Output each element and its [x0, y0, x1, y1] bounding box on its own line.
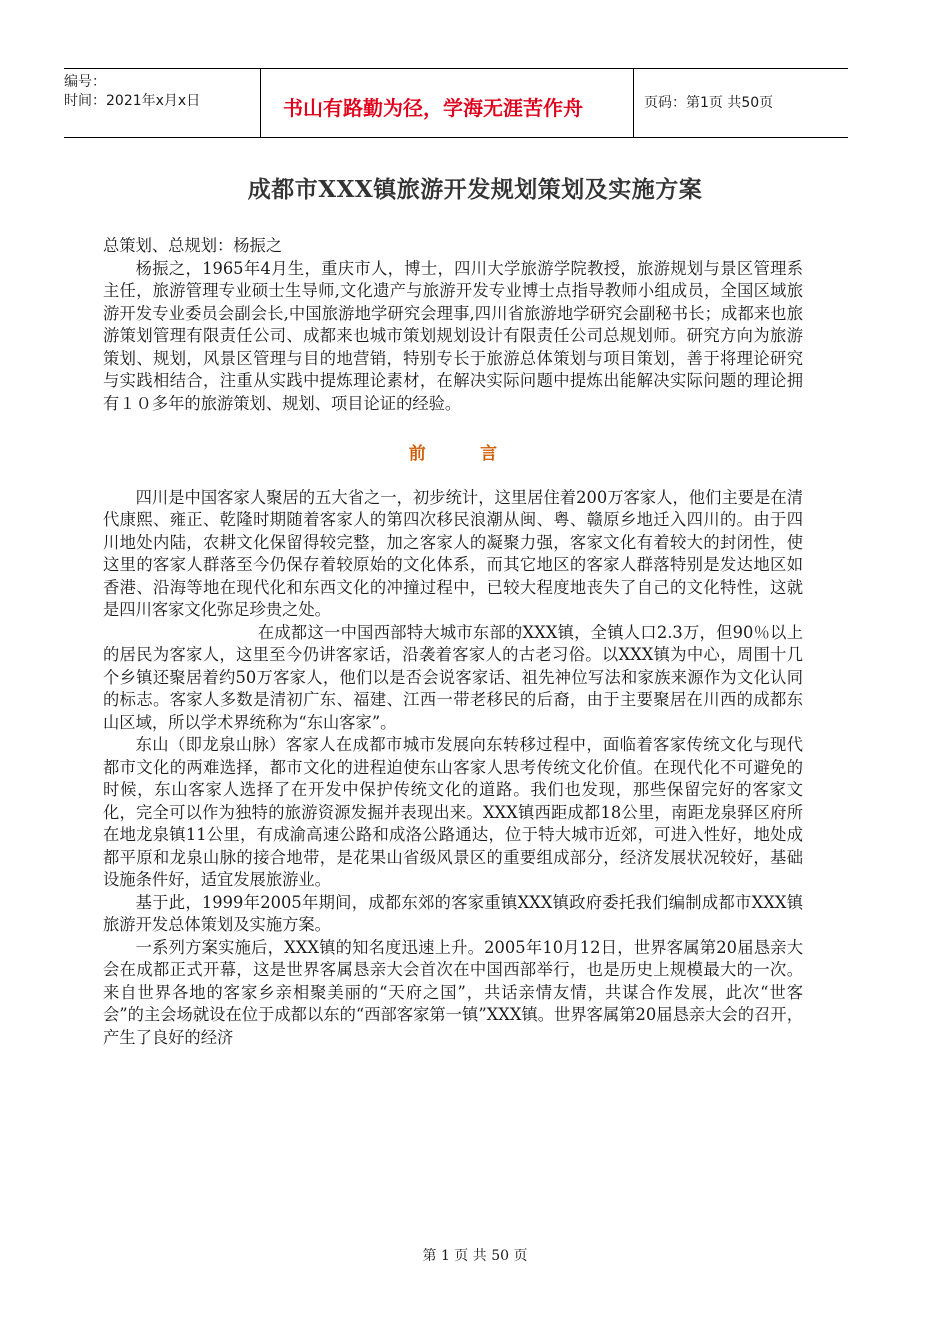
header-page-number: 页码：第1页 共50页: [644, 95, 774, 111]
paragraph: 在成都这一中国西部特大城市东部的XXX镇，全镇人口2.3万，但90％以上的居民为客家人，这里至今仍讲客家话，沿袭着客家人的古老习俗。以XXX镇为中心，周围十几个乡镇还聚居着约50万客家人，他们以是否会说客家话、祖先神位写法和家族来源作为文化认同的标志。客家人多数是清初广东、福建、江西一带老移民的后裔，由于主要聚居在川西的成都东山区域，所以学术界统称为“东山客家”。: [103, 622, 803, 732]
document-time-label: 时间：2021年x月x日: [64, 93, 201, 109]
document-body: [103, 235, 803, 1049]
author-bio: 杨振之，1965年4月生，重庆市人，博士，四川大学旅游学院教授，旅游规划与景区管理系主任，旅游管理专业硕士生导师,文化遗产与旅游开发专业博士点指导教师小组成员，全国区域旅游开发专业委员会副会长,中国旅游地学研究会理事,四川省旅游地学研究会副秘书长；成都来也旅游策划管理有限责任公司、成都来也城市策划规划设计有限责任公司总规划师。研究方向为旅游策划、规划，风景区管理与目的地营销，特别专长于旅游总体策划与项目策划，善于将理论研究与实践相结合，注重从实践中提炼理论素材，在解决实际问题中提炼出能解决实际问题的理论拥有１０多年的旅游策划、规划、项目论证的经验。: [103, 258, 803, 413]
preface-heading: 前言: [408, 444, 552, 464]
paragraph: 东山（即龙泉山脉）客家人在成都市城市发展向东转移过程中，面临着客家传统文化与现代都市文化的两难选择，都市文化的进程迫使东山客家人思考传统文化价值。在现代化不可避免的时候，东山客家人选择了在开发中保护传统文化的道路。我们也发现，那些保留完好的客家文化，完全可以作为独特的旅游资源发掘并表现出来。XXX镇西距成都18公里，南距龙泉驿区府所在地龙泉镇11公里，有成渝高速公路和成洛公路通达，位于特大城市近郊，可进入性好，地处成都平原和龙泉山脉的接合地带，是花果山省级风景区的重要组成部分，经济发展状况较好，基础设施条件好，适宜发展旅游业。: [103, 735, 803, 889]
header-motto: 书山有路勤为径，学海无涯苦作舟: [283, 96, 583, 120]
page-footer: 第 1 页 共 50 页: [422, 1248, 528, 1264]
paragraph: 四川是中国客家人聚居的五大省之一，初步统计，这里居住着200万客家人，他们主要是在清代康熙、雍正、乾隆时期随着客家人的第四次移民浪潮从闽、粤、赣原乡地迁入四川的。由于四川地处内陆，农耕文化保留得较完整，加之客家人的凝聚力强，客家文化有着较大的封闭性，使这里的客家人群落至今仍保存着较原始的文化体系，而其它地区的客家人群落特别是发达地区如香港、沿海等地在现代化和东西文化的冲撞过程中，已较大程度地丧失了自己的文化特性，这就是四川客家文化弥足珍贵之处。: [103, 487, 803, 619]
paragraph: 基于此，1999年2005年期间，成都东郊的客家重镇XXX镇政府委托我们编制成都市XXX镇旅游开发总体策划及实施方案。: [103, 892, 803, 934]
page-header: [64, 68, 848, 138]
header-info: [64, 69, 260, 141]
document-title: 成都市XXX镇旅游开发规划策划及实施方案: [247, 176, 703, 203]
author-line: 总策划、总规划：杨振之: [103, 236, 283, 255]
document-number-label: 编号：: [64, 74, 106, 90]
paragraph: 一系列方案实施后，XXX镇的知名度迅速上升。2005年10月12日，世界客属第20届恳亲大会在成都正式开幕，这是世界客属恳亲大会首次在中国西部举行，也是历史上规模最大的一次。来自世界各地的客家乡亲相聚美丽的“天府之国”，共话亲情友情，共谋合作发展，此次“世客会”的主会场就设在位于成都以东的“西部客家第一镇”XXX镇。世界客属第20届恳亲大会的召开，产生了良好的经济: [103, 937, 803, 1047]
header-motto-cell: [260, 69, 634, 137]
